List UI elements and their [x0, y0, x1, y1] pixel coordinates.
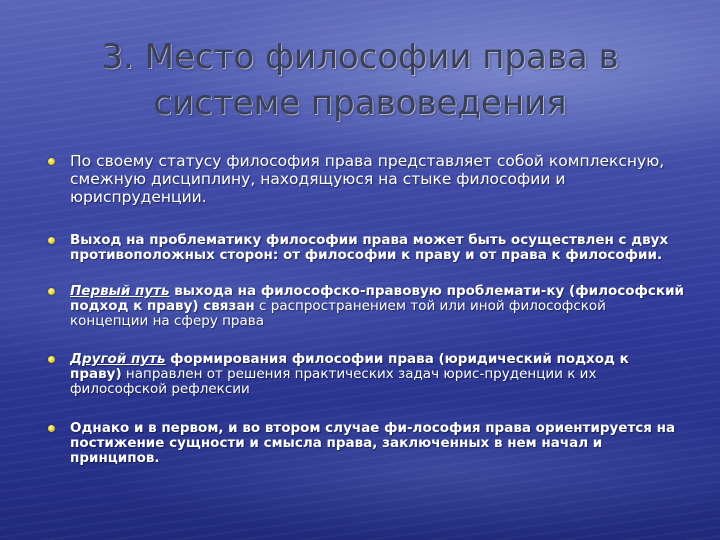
slide-title — [30, 34, 690, 126]
bullet-dot-icon — [48, 356, 55, 363]
bullet-group-1 — [44, 152, 684, 206]
slide-title-line-2: системе правоведения — [153, 83, 567, 123]
bullet-dot-icon — [48, 425, 55, 432]
bullet-dot-icon — [48, 288, 55, 295]
bullet-text-status: По своему статусу философия права представляет собой комплексную, смежную дисциплину, находящуюся на стыке философии и юриспруденции. — [70, 152, 665, 206]
bullet-item-conclusion — [44, 421, 684, 466]
slide-title-line-1: 3. Место философии права в — [101, 37, 619, 77]
first-path-italic: Первый путь — [70, 283, 170, 299]
bullet-dot-icon — [48, 237, 55, 244]
bullet-group-2 — [44, 233, 684, 263]
bullet-item-status — [44, 152, 684, 206]
bullet-item-other-path — [44, 352, 684, 397]
bullet-dot-icon — [48, 158, 55, 165]
other-path-italic: Другой путь — [70, 351, 166, 367]
bullet-group-4 — [44, 352, 684, 397]
other-path-rest: направлен от решения практических задач юрис-пруденции к их философской рефлексии — [70, 366, 597, 397]
first-path-bold: выхода на философско-правовую проблемати-ку (философский подход к праву) связан — [70, 283, 685, 314]
bullet-text-approach: Выход на проблематику философии права может быть осуществлен с двух противоположных сторон: от философии к праву и от права к философии. — [70, 232, 669, 263]
bullet-group-5 — [44, 421, 684, 466]
bullet-item-first-path — [44, 284, 684, 329]
bullet-group-3 — [44, 284, 684, 329]
bullet-text-conclusion: Однако и в первом, и во втором случае фи-лософия права ориентируется на постижение сущности и смысла права, заключенных в нем начал и принципов. — [70, 420, 676, 466]
first-path-rest: с распространением той или иной философской концепции на сферу права — [70, 298, 606, 329]
bullet-item-approach — [44, 233, 684, 263]
other-path-bold: формирования философии права (юридический подход к праву) — [70, 351, 629, 382]
